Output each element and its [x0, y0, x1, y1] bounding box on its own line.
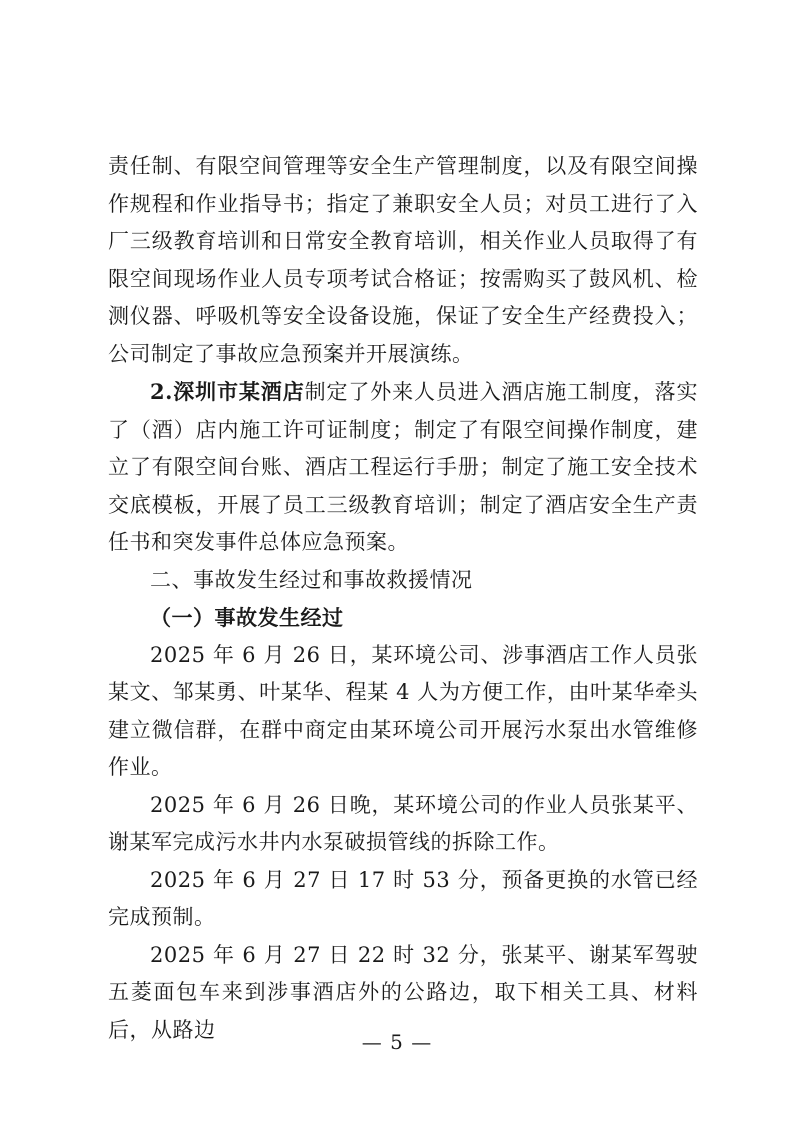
section-heading: 二、事故发生经过和事故救援情况	[150, 567, 473, 592]
subsection-heading: （一）事故发生经过	[150, 605, 344, 630]
body-text	[108, 148, 698, 1049]
paragraph-removal-work: 2025 年 6 月 26 日晚，某环境公司的作业人员张某平、谢某军完成污水井内水泵破损管线的拆除工作。	[108, 792, 698, 854]
paragraph-safety-measures: 责任制、有限空间管理等安全生产管理制度，以及有限空间操作规程和作业指导书；指定了兼职安全人员；对员工进行了入厂三级教育培训和日常安全教育培训，相关作业人员取得了有限空间现场作业人员专项考试合格证；按需购买了鼓风机、检测仪器、呼吸机等安全设备设施，保证了安全生产经费投入；公司制定了事故应急预案并开展演练。	[108, 154, 698, 366]
page-number: — 5 —	[361, 1030, 433, 1054]
paragraph-hotel-body: 制定了外来人员进入酒店施工制度，落实了（酒）店内施工许可证制度；制定了有限空间操作制度，建立了有限空间台账、酒店工程运行手册；制定了施工安全技术交底模板，开展了员工三级教育培训；制定了酒店安全生产责任书和突发事件总体应急预案。	[108, 380, 698, 554]
paragraph-wechat-group: 2025 年 6 月 26 日，某环境公司、涉事酒店工作人员张某文、邹某勇、叶某华、程某 4 人为方便工作，由叶某华牵头建立微信群，在群中商定由某环境公司开展污水泵出水管维修作业。	[108, 642, 698, 779]
paragraph-lead-hotel: 2.深圳市某酒店	[150, 379, 305, 404]
paragraph-arrival: 2025 年 6 月 27 日 22 时 32 分，张某平、谢某军驾驶五菱面包车来到涉事酒店外的公路边，取下相关工具、材料后，从路边	[108, 942, 698, 1042]
paragraph-prefabrication: 2025 年 6 月 27 日 17 时 53 分，预备更换的水管已经完成预制。	[108, 867, 698, 929]
paragraph-hotel-measures	[108, 373, 698, 562]
